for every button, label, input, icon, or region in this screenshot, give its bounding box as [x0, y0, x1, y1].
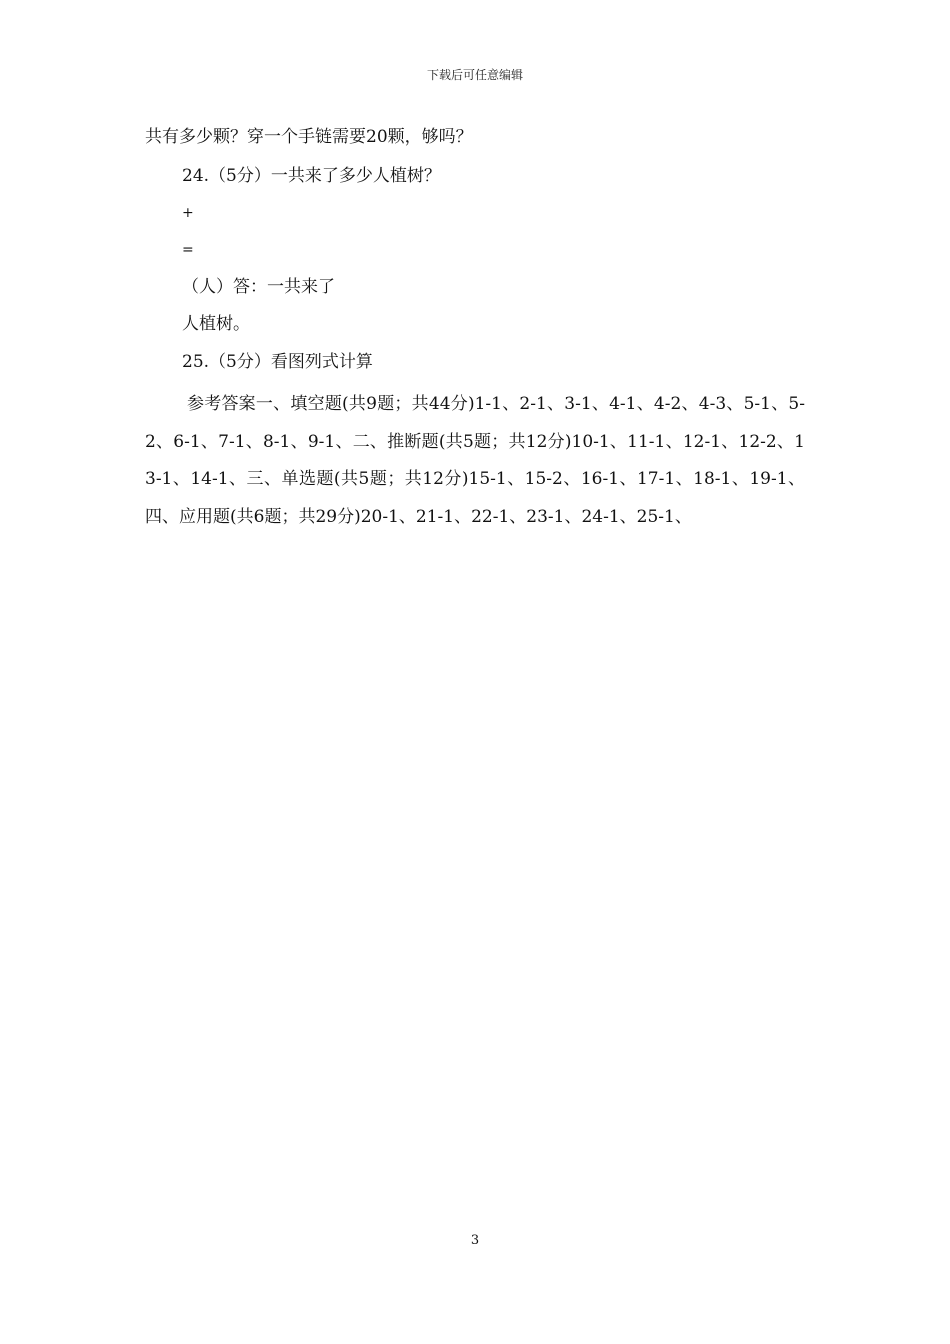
- question-25-title: 25.（5分）看图列式计算: [182, 352, 373, 372]
- equals-sign: =: [182, 242, 194, 258]
- page-number: 3: [470, 1233, 480, 1248]
- question-24-answer-part2: 人植树。: [182, 314, 250, 334]
- page-header: 下载后可任意编辑: [426, 68, 523, 82]
- plus-sign: +: [182, 205, 194, 221]
- answer-key: 参考答案一、填空题(共9题；共44分)1-1、2-1、3-1、4-1、4-2、4-3、5-1、5-2、6-1、7-1、8-1、9-1、二、推断题(共5题；共12分)10-1、11-1、12-1、12-2、13-1、14-1、三、单选题(共5题；共12分)15-1、15-2、16-1、17-1、18-1、19-1、四、应用题(共6题；共29分)20-1、21-1、22-1、23-1、24-1、25-1、: [145, 394, 805, 527]
- question-24-answer-part1: （人）答：一共来了: [182, 277, 335, 297]
- question-text-line: 共有多少颗？穿一个手链需要20颗，够吗？: [145, 127, 473, 147]
- question-24-title: 24.（5分）一共来了多少人植树？: [182, 166, 441, 186]
